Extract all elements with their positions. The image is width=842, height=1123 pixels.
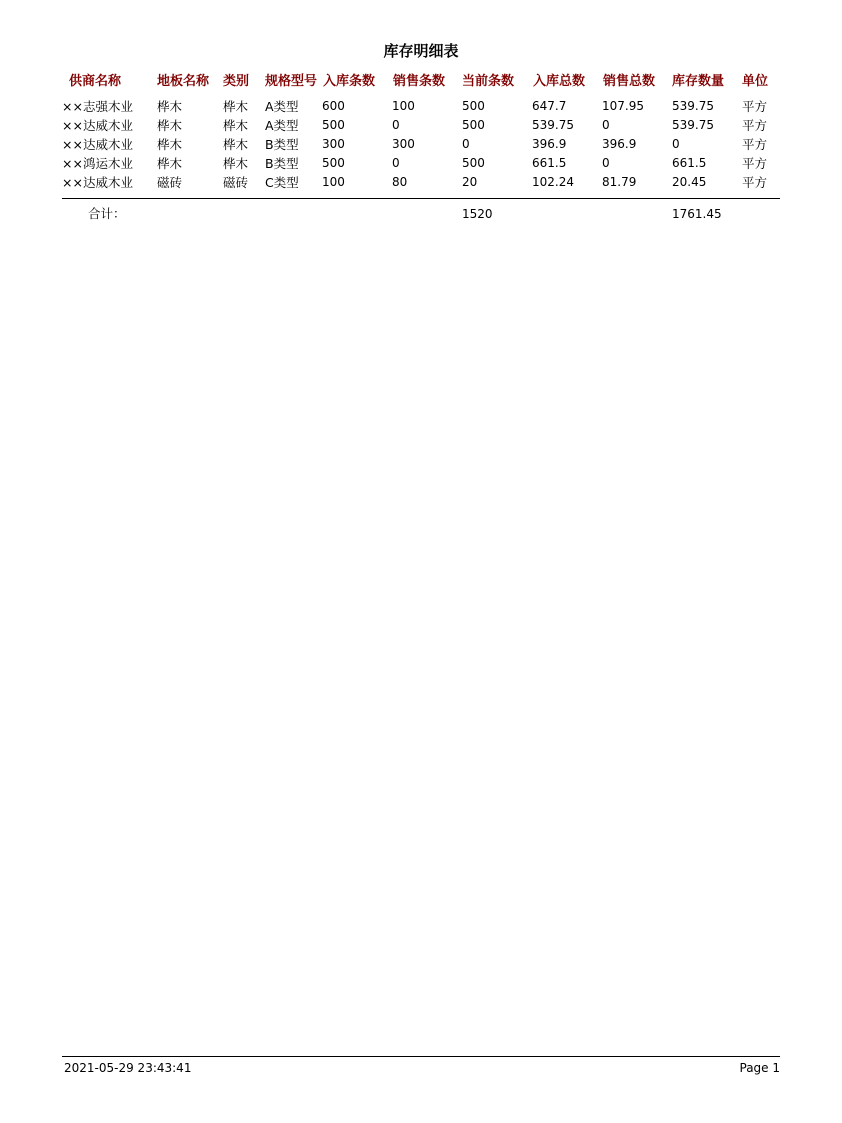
cell-sales-total: 396.9	[602, 137, 637, 151]
table-header-row	[0, 70, 842, 90]
cell-in-count: 500	[322, 156, 345, 170]
cell-in-count: 500	[322, 118, 345, 132]
totals-label: 合计：	[88, 206, 126, 221]
cell-category: 桦木	[223, 118, 249, 133]
footer-timestamp: 2021-05-29 23:43:41	[64, 1061, 192, 1075]
cell-category: 磁砖	[223, 175, 249, 190]
cell-current-count: 20	[462, 175, 478, 189]
column-header-sales-total: 销售总数	[603, 74, 656, 89]
table-bottom-rule	[62, 198, 780, 199]
totals-stock-quantity: 1761.45	[672, 207, 722, 221]
cell-in-total: 102.24	[532, 175, 574, 189]
cell-sales-total: 0	[602, 118, 610, 132]
table-body	[0, 97, 842, 192]
footer-rule	[62, 1056, 780, 1057]
column-header-supplier-name: 供商名称	[69, 74, 122, 89]
cell-sales-total: 0	[602, 156, 610, 170]
cell-spec-model: B类型	[265, 156, 299, 171]
cell-supplier-name: ××鸿运木业	[62, 156, 133, 171]
cell-in-total: 396.9	[532, 137, 567, 151]
cell-stock-quantity: 0	[672, 137, 680, 151]
cell-sales-total: 81.79	[602, 175, 637, 189]
cell-current-count: 500	[462, 118, 485, 132]
report-title: 库存明细表	[383, 42, 459, 60]
cell-supplier-name: ××达威木业	[62, 137, 133, 152]
cell-stock-quantity: 20.45	[672, 175, 707, 189]
cell-unit: 平方	[742, 137, 768, 152]
cell-spec-model: A类型	[265, 118, 299, 133]
cell-stock-quantity: 539.75	[672, 118, 714, 132]
column-header-unit: 单位	[742, 74, 769, 89]
column-header-in-total: 入库总数	[533, 74, 586, 89]
cell-in-total: 661.5	[532, 156, 567, 170]
cell-stock-quantity: 539.75	[672, 99, 714, 113]
cell-supplier-name: ××达威木业	[62, 118, 133, 133]
cell-category: 桦木	[223, 137, 249, 152]
cell-in-total: 647.7	[532, 99, 567, 113]
cell-floor-name: 桦木	[157, 118, 183, 133]
cell-floor-name: 桦木	[157, 137, 183, 152]
table-row	[0, 173, 842, 192]
column-header-spec-model: 规格型号	[265, 74, 318, 89]
cell-in-count: 100	[322, 175, 345, 189]
cell-current-count: 500	[462, 99, 485, 113]
cell-unit: 平方	[742, 156, 768, 171]
cell-floor-name: 桦木	[157, 156, 183, 171]
cell-current-count: 500	[462, 156, 485, 170]
cell-sales-count: 80	[392, 175, 408, 189]
cell-unit: 平方	[742, 99, 768, 114]
cell-in-count: 300	[322, 137, 345, 151]
totals-current-count: 1520	[462, 207, 493, 221]
cell-in-count: 600	[322, 99, 345, 113]
column-header-stock-quantity: 库存数量	[672, 74, 725, 89]
cell-stock-quantity: 661.5	[672, 156, 707, 170]
cell-sales-count: 0	[392, 156, 400, 170]
cell-spec-model: C类型	[265, 175, 299, 190]
cell-category: 桦木	[223, 99, 249, 114]
column-header-current-count: 当前条数	[462, 74, 515, 89]
cell-floor-name: 桦木	[157, 99, 183, 114]
cell-spec-model: A类型	[265, 99, 299, 114]
table-row	[0, 154, 842, 173]
column-header-in-count: 入库条数	[323, 74, 376, 89]
cell-unit: 平方	[742, 118, 768, 133]
cell-floor-name: 磁砖	[157, 175, 183, 190]
cell-sales-count: 300	[392, 137, 415, 151]
column-header-floor-name: 地板名称	[157, 74, 210, 89]
column-header-sales-count: 销售条数	[393, 74, 446, 89]
totals-row	[0, 204, 842, 224]
table-row	[0, 97, 842, 116]
cell-spec-model: B类型	[265, 137, 299, 152]
cell-unit: 平方	[742, 175, 768, 190]
cell-sales-total: 107.95	[602, 99, 644, 113]
cell-current-count: 0	[462, 137, 470, 151]
table-row	[0, 135, 842, 154]
cell-sales-count: 0	[392, 118, 400, 132]
footer-page-number: Page 1	[739, 1061, 780, 1075]
column-header-category: 类别	[223, 74, 250, 89]
cell-in-total: 539.75	[532, 118, 574, 132]
table-row	[0, 116, 842, 135]
cell-supplier-name: ××达威木业	[62, 175, 133, 190]
cell-supplier-name: ××志强木业	[62, 99, 133, 114]
cell-sales-count: 100	[392, 99, 415, 113]
cell-category: 桦木	[223, 156, 249, 171]
